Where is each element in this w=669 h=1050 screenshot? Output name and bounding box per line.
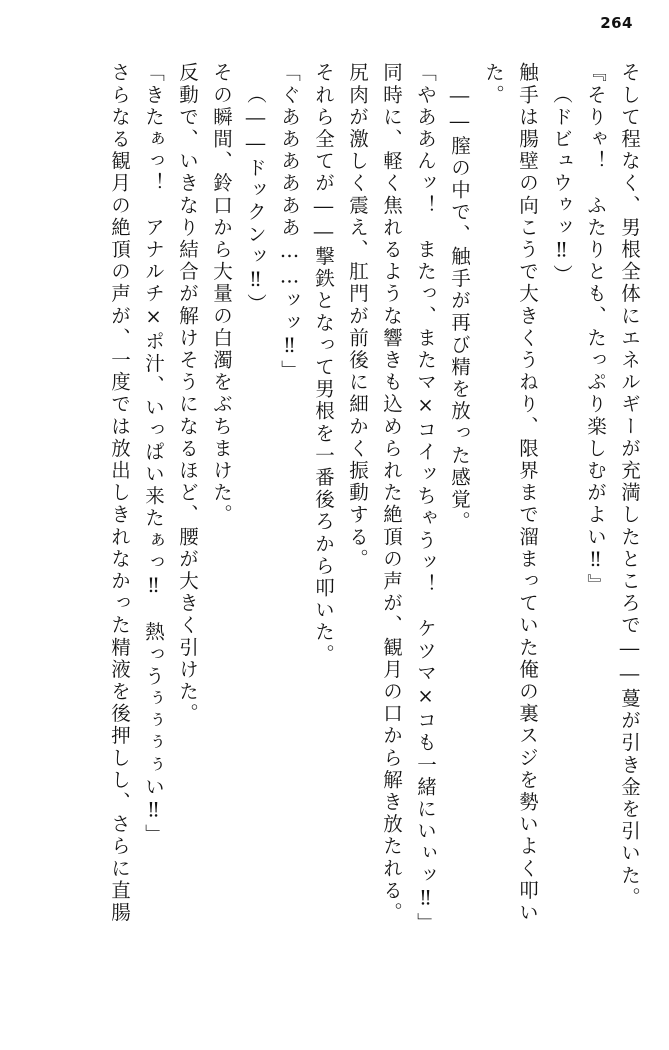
text-line: 「きたぁっ！ アナルチ×ポ汁、いっぱい来たぁっ‼ 熱っうぅぅぅぅい‼」 — [142, 62, 165, 846]
text-line: 触手は腸壁の向こうで大きくうねり、限界まで溜まっていた俺の裏スジを勢いよく叩い — [516, 62, 539, 924]
text-line: ――膣の中で、触手が再び精を放った感覚。 — [448, 84, 471, 533]
text-line: 『そりゃ！ ふたりとも、たっぷり楽しむがよい‼』 — [584, 62, 607, 596]
text-line: た。 — [482, 62, 505, 107]
text-line: （――ドックンッ‼） — [244, 84, 267, 316]
text-line: そして程なく、男根全体にエネルギーが充満したところで――蔓が引き金を引いた。 — [618, 62, 641, 909]
text-line: （ドビュウゥッ‼） — [550, 84, 573, 287]
text-line: さらなる観月の絶頂の声が、一度では放出しきれなかった精液を後押しし、さらに直腸 — [108, 62, 131, 924]
text-line: 「やああんッ！ またっ、またマ×コイッちゃうッ！ ケツマ×コも一緒にいぃッ‼」 — [414, 62, 437, 935]
text-line: その瞬間、鈴口から大量の白濁をぶちまけた。 — [210, 62, 233, 527]
text-line: 同時に、軽く焦れるような響きも込められた絶頂の声が、観月の口から解き放たれる。 — [380, 62, 403, 924]
text-line: 尻肉が激しく震え、肛門が前後に細かく振動する。 — [346, 62, 369, 571]
vertical-text-body — [24, 62, 639, 1024]
text-line: 反動で、いきなり結合が解けそうになるほど、腰が大きく引けた。 — [176, 62, 199, 725]
text-line: それら全てが――撃鉄となって男根を一番後ろから叩いた。 — [312, 62, 335, 666]
text-line: 「ぐああああああ……ッッ‼」 — [278, 62, 301, 382]
page-number: 264 — [600, 14, 633, 32]
